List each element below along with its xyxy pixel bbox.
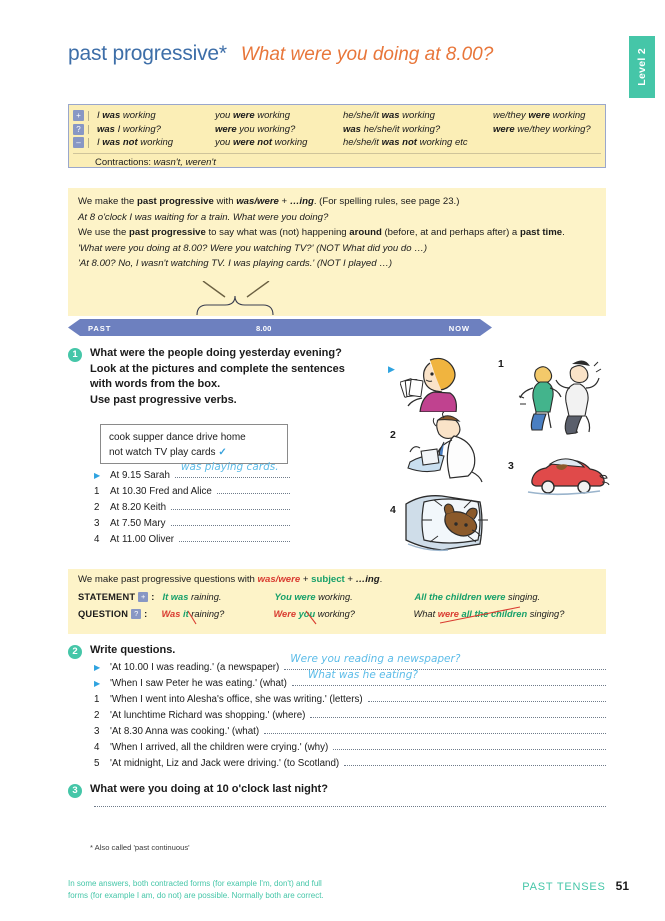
affirmative-badge-icon: +: [138, 592, 148, 602]
illustration-driving-car: [526, 454, 610, 496]
answer-line[interactable]: [333, 749, 606, 750]
example-marker-icon: ▶: [94, 663, 101, 672]
handwritten-answer: What was he eating?: [307, 669, 418, 681]
heading-line: with words from the box.: [90, 378, 221, 390]
item-prompt: 'At 8.30 Anna was cooking.' (what): [110, 726, 260, 737]
page-title-main: past progressive*: [68, 42, 227, 65]
footnote: * Also called 'past continuous': [90, 843, 190, 852]
item-prompt: 'When I arrived, all the children were crying.' (why): [110, 742, 329, 753]
explanation-example: 'At 8.00? No, I wasn't watching TV. I was playing cards.' (NOT I played …): [78, 258, 393, 269]
illustration-label-2: 2: [390, 429, 396, 441]
illustration-dog-through-tv: [402, 492, 496, 554]
question-example: What were all the children singing?: [413, 609, 565, 619]
item-number: 2: [94, 502, 100, 513]
exercise-3-heading: What were you doing at 10 o'clock last night?: [90, 783, 328, 795]
answer-line[interactable]: [368, 701, 606, 702]
item-number: 1: [94, 694, 100, 705]
conj-cell: he/she/it was working: [343, 110, 435, 122]
list-item: [94, 669, 606, 692]
conjugation-row: [69, 136, 605, 150]
contractions-row: [73, 153, 601, 168]
illustration-dancing: [516, 358, 602, 436]
timeline-label-middle: 8.00: [256, 323, 272, 333]
heading-line: What were the people doing yesterday evening?: [90, 347, 342, 359]
footer-page-number: 51: [615, 879, 629, 893]
example-marker-icon: ▶: [388, 364, 395, 374]
exercise-3-answer-line[interactable]: [94, 806, 606, 807]
conj-cell: you were working: [215, 110, 290, 122]
explanation-example: At 8 o'clock I was waiting for a train. What were you doing?: [78, 211, 329, 223]
item-prompt: 'When I went into Alesha's office, she was writing.' (letters): [110, 694, 363, 705]
word-bank-line: cook supper dance drive home: [109, 432, 246, 443]
item-number: 4: [94, 534, 100, 545]
answer-line[interactable]: [310, 717, 606, 718]
heading-line: Look at the pictures and complete the sentences: [90, 362, 345, 375]
exercise-2-number: 2: [68, 645, 82, 659]
statement-row: [78, 592, 596, 602]
statement-example: You were working.: [274, 592, 353, 602]
conj-cell: was he/she/it working?: [343, 123, 441, 135]
answer-line[interactable]: [179, 541, 290, 542]
table-divider: [88, 125, 89, 135]
conj-cell: were you working?: [215, 123, 296, 135]
statement-example: It was raining.: [162, 592, 222, 602]
footer-chapter-title: PAST TENSES: [522, 881, 606, 893]
level-tab-label: Level 2: [636, 48, 648, 86]
timeline-label-past: PAST: [88, 323, 112, 333]
conj-cell: we/they were working: [493, 110, 586, 122]
example-marker-icon: ▶: [94, 679, 101, 688]
illustration-label-4: 4: [390, 504, 396, 516]
conjugation-table: [68, 104, 606, 168]
example-marker-icon: ▶: [94, 471, 101, 480]
table-divider: [88, 138, 89, 148]
handwritten-answer: was playing cards.: [180, 461, 279, 473]
item-prompt: 'When I saw Peter he was eating.' (what): [110, 678, 287, 689]
question-badge-icon: ?: [131, 609, 141, 619]
answer-line[interactable]: [171, 509, 290, 510]
list-item: [94, 740, 606, 756]
question-rules-panel: [68, 569, 606, 634]
question-rules-title: We make past progressive questions with was/were + subject + …ing.: [78, 574, 383, 585]
timeline-bar: [68, 319, 492, 336]
question-badge-icon: ?: [73, 124, 84, 135]
list-item: [94, 532, 290, 548]
affirmative-badge-icon: +: [73, 110, 84, 121]
explanation-panel: [68, 188, 606, 316]
footer-note-line: forms (for example I am, do not) are possible. Normally both are correct.: [68, 890, 324, 900]
item-number: 3: [94, 518, 100, 529]
item-number: 5: [94, 758, 100, 769]
footer-note-line: In some answers, both contracted forms (for example I'm, don't) and full: [68, 879, 322, 888]
colon: :: [144, 609, 148, 619]
item-number: 4: [94, 742, 100, 753]
item-prompt: 'At 10.00 I was reading.' (a newspaper): [110, 662, 280, 673]
item-number: 1: [94, 486, 100, 497]
illustration-cooking: [404, 412, 500, 484]
list-item: [94, 692, 606, 708]
answer-line[interactable]: [344, 765, 606, 766]
list-item: [94, 461, 290, 484]
statement-label: STATEMENT: [78, 592, 136, 602]
item-number: 3: [94, 726, 100, 737]
conj-cell: was I working?: [97, 123, 161, 135]
list-item: [94, 724, 606, 740]
level-tab: [629, 36, 655, 98]
handwritten-answer: Were you reading a newspaper?: [290, 653, 461, 665]
item-prompt: At 11.00 Oliver: [110, 534, 175, 545]
question-label: QUESTION: [78, 609, 129, 619]
exercise-2-heading: Write questions.: [90, 644, 176, 656]
exercise-3-number: 3: [68, 784, 82, 798]
colon: :: [151, 592, 155, 602]
contractions-value: wasn't, weren't: [153, 156, 216, 168]
list-item: [94, 756, 606, 772]
answer-line[interactable]: [264, 733, 606, 734]
word-bank-line: not watch TV play cards ✓: [109, 447, 227, 458]
timeline-label-now: NOW: [448, 323, 470, 333]
footer-page-info: [522, 879, 629, 893]
check-icon: ✓: [218, 447, 227, 458]
explanation-line: We use the past progressive to say what was (not) happening around (before, at and perhaps after) a past time.: [78, 227, 565, 238]
item-prompt: At 10.30 Fred and Alice: [110, 486, 212, 497]
explanation-example: 'What were you doing at 8.00? Were you watching TV?' (NOT What did you do …): [78, 242, 428, 254]
illustration-label-3: 3: [508, 460, 514, 472]
illustration-label-1: 1: [498, 358, 504, 370]
item-number: 2: [94, 710, 100, 721]
page-title-sub: What were you doing at 8.00?: [240, 44, 494, 65]
statement-example: All the children were singing.: [414, 592, 541, 602]
contractions-label: Contractions:: [95, 156, 154, 168]
negative-badge-icon: –: [73, 137, 84, 148]
footer-note: [68, 878, 324, 901]
answer-line[interactable]: [292, 669, 606, 686]
heading-line: Use past progressive verbs.: [90, 393, 237, 406]
illustration-group: [388, 352, 606, 557]
exercise-1-heading: [90, 346, 380, 408]
list-item: [94, 516, 290, 532]
item-prompt: At 9.15 Sarah: [110, 470, 170, 481]
word-bank-box: [100, 424, 288, 464]
conjugation-row: [69, 109, 605, 123]
pointer-arrows-icon: [195, 281, 285, 317]
list-item: [94, 484, 290, 500]
item-prompt: 'At midnight, Liz and Jack were driving.' (to Scotland): [110, 758, 340, 769]
question-example: Was it raining?: [161, 609, 225, 619]
exercise-1-number: 1: [68, 348, 82, 362]
item-prompt: At 7.50 Mary: [110, 518, 166, 529]
conj-cell: I was working: [97, 110, 156, 122]
exercise-1-answer-list: [94, 461, 290, 548]
conj-cell: he/she/it was not working etc: [343, 137, 468, 149]
page-title: [68, 42, 493, 66]
answer-line[interactable]: [217, 493, 290, 494]
conjugation-row: [69, 123, 605, 137]
exercise-2-answer-list: [94, 653, 606, 772]
table-divider: [88, 111, 89, 121]
answer-line[interactable]: [171, 525, 290, 526]
question-example: Were you working?: [273, 609, 355, 619]
question-row: [78, 609, 596, 619]
list-item: [94, 708, 606, 724]
list-item: [94, 500, 290, 516]
illustration-playing-cards: [400, 354, 472, 412]
conj-cell: you were not working: [215, 137, 308, 149]
conj-cell: I was not working: [97, 137, 174, 149]
answer-line[interactable]: [175, 461, 290, 478]
item-prompt: 'At lunchtime Richard was shopping.' (where): [110, 710, 306, 721]
explanation-line: We make the past progressive with was/were + …ing. (For spelling rules, see page 23.): [78, 196, 460, 207]
item-prompt: At 8.20 Keith: [110, 502, 167, 513]
conj-cell: were we/they working?: [493, 123, 591, 135]
